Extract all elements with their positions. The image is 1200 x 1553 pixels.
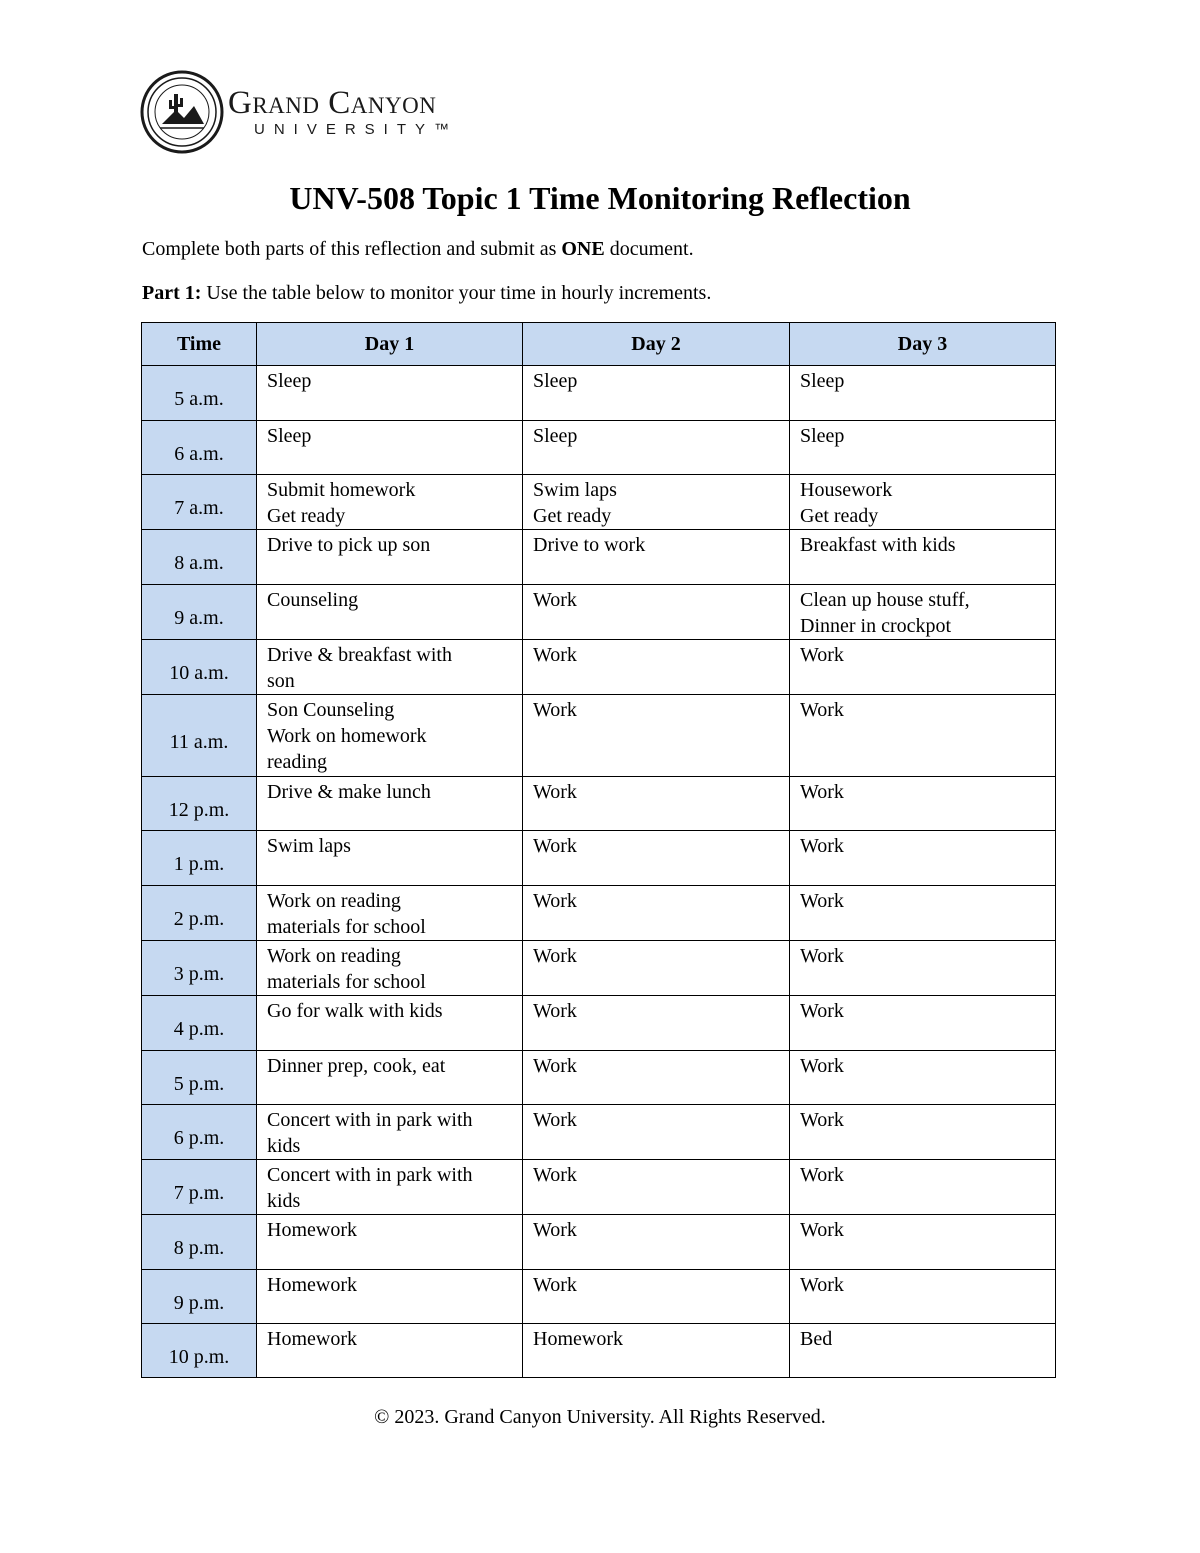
day1-cell: Counseling [257, 585, 523, 640]
day2-cell: Sleep [523, 366, 790, 421]
table-row [142, 941, 1056, 996]
day3-cell: Sleep [790, 366, 1056, 421]
day2-cell: Work [523, 941, 790, 996]
logo-line2: UNIVERSITY™ [254, 121, 459, 138]
time-cell: 9 a.m. [142, 585, 257, 640]
day3-cell: Work [790, 1105, 1056, 1160]
day1-cell: Dinner prep, cook, eat [257, 1051, 523, 1105]
time-cell: 1 p.m. [142, 831, 257, 886]
day2-cell: Work [523, 585, 790, 640]
table-row [142, 1105, 1056, 1160]
day3-cell: Bed [790, 1324, 1056, 1378]
header-day2: Day 2 [523, 323, 790, 366]
time-cell: 5 a.m. [142, 366, 257, 421]
day2-cell: Work [523, 695, 790, 777]
day1-cell: Work on reading materials for school [257, 886, 523, 941]
table-row [142, 421, 1056, 475]
time-cell: 10 a.m. [142, 640, 257, 695]
time-cell: 5 p.m. [142, 1051, 257, 1105]
day1-cell: Swim laps [257, 831, 523, 886]
header-time: Time [142, 323, 257, 366]
table-row [142, 1160, 1056, 1215]
time-cell: 3 p.m. [142, 941, 257, 996]
time-cell: 12 p.m. [142, 777, 257, 831]
day3-cell: Work [790, 996, 1056, 1051]
table-body [142, 366, 1056, 1378]
table-row [142, 475, 1056, 530]
day3-cell: Breakfast with kids [790, 530, 1056, 585]
time-cell: 8 a.m. [142, 530, 257, 585]
table-row [142, 777, 1056, 831]
day2-cell: Swim laps Get ready [523, 475, 790, 530]
part1-text: Use the table below to monitor your time in hourly increments. [201, 282, 712, 304]
time-cell: 7 a.m. [142, 475, 257, 530]
day1-cell: Drive & breakfast with son [257, 640, 523, 695]
day2-cell: Work [523, 831, 790, 886]
gcu-seal-icon [140, 70, 224, 154]
table-row [142, 886, 1056, 941]
day2-cell: Work [523, 1051, 790, 1105]
time-cell: 11 a.m. [142, 695, 257, 777]
day1-cell: Homework [257, 1324, 523, 1378]
day2-cell: Work [523, 996, 790, 1051]
day3-cell: Work [790, 1215, 1056, 1270]
gcu-logo [140, 70, 458, 154]
table-row [142, 640, 1056, 695]
day3-cell: Work [790, 695, 1056, 777]
day1-cell: Homework [257, 1270, 523, 1324]
time-monitoring-table [141, 322, 1056, 1378]
day1-cell: Go for walk with kids [257, 996, 523, 1051]
time-cell: 10 p.m. [142, 1324, 257, 1378]
day1-cell: Homework [257, 1215, 523, 1270]
day3-cell: Work [790, 831, 1056, 886]
table-row [142, 530, 1056, 585]
day3-cell: Work [790, 1051, 1056, 1105]
day1-cell: Sleep [257, 366, 523, 421]
intro-bold: ONE [561, 238, 605, 260]
time-cell: 2 p.m. [142, 886, 257, 941]
day1-cell: Concert with in park with kids [257, 1105, 523, 1160]
day1-cell: Drive & make lunch [257, 777, 523, 831]
time-cell: 8 p.m. [142, 1215, 257, 1270]
day3-cell: Work [790, 886, 1056, 941]
table-row [142, 831, 1056, 886]
intro-before: Complete both parts of this reflection and submit as [142, 238, 562, 260]
table-row [142, 1270, 1056, 1324]
table-row [142, 695, 1056, 777]
day3-cell: Sleep [790, 421, 1056, 475]
table-header-row [142, 323, 1056, 366]
time-cell: 9 p.m. [142, 1270, 257, 1324]
day2-cell: Work [523, 1105, 790, 1160]
intro-paragraph [142, 238, 694, 261]
part1-label: Part 1: [142, 282, 202, 304]
table-row [142, 1051, 1056, 1105]
table-row [142, 585, 1056, 640]
day2-cell: Work [523, 777, 790, 831]
day2-cell: Drive to work [523, 530, 790, 585]
intro-after: document. [604, 238, 694, 260]
header-day3: Day 3 [790, 323, 1056, 366]
day3-cell: Clean up house stuff, Dinner in crockpot [790, 585, 1056, 640]
day3-cell: Work [790, 1270, 1056, 1324]
logo-line1: Grand Canyon [228, 85, 437, 121]
day2-cell: Sleep [523, 421, 790, 475]
table-row [142, 996, 1056, 1051]
day2-cell: Work [523, 886, 790, 941]
table-row [142, 1215, 1056, 1270]
day1-cell: Submit homework Get ready [257, 475, 523, 530]
copyright-footer: © 2023. Grand Canyon University. All Rights Reserved. [374, 1406, 826, 1428]
header-day1: Day 1 [257, 323, 523, 366]
day2-cell: Work [523, 1160, 790, 1215]
day1-cell: Son Counseling Work on homework reading [257, 695, 523, 777]
table-row [142, 1324, 1056, 1378]
day2-cell: Homework [523, 1324, 790, 1378]
day2-cell: Work [523, 1270, 790, 1324]
part1-instructions [142, 282, 711, 305]
day3-cell: Work [790, 941, 1056, 996]
time-cell: 4 p.m. [142, 996, 257, 1051]
day1-cell: Concert with in park with kids [257, 1160, 523, 1215]
day1-cell: Work on reading materials for school [257, 941, 523, 996]
day3-cell: Work [790, 1160, 1056, 1215]
time-cell: 6 a.m. [142, 421, 257, 475]
day3-cell: Work [790, 640, 1056, 695]
table-row [142, 366, 1056, 421]
time-cell: 7 p.m. [142, 1160, 257, 1215]
page-title: UNV-508 Topic 1 Time Monitoring Reflection [289, 180, 911, 216]
day1-cell: Drive to pick up son [257, 530, 523, 585]
day3-cell: Work [790, 777, 1056, 831]
day1-cell: Sleep [257, 421, 523, 475]
day3-cell: Housework Get ready [790, 475, 1056, 530]
day2-cell: Work [523, 1215, 790, 1270]
time-cell: 6 p.m. [142, 1105, 257, 1160]
day2-cell: Work [523, 640, 790, 695]
